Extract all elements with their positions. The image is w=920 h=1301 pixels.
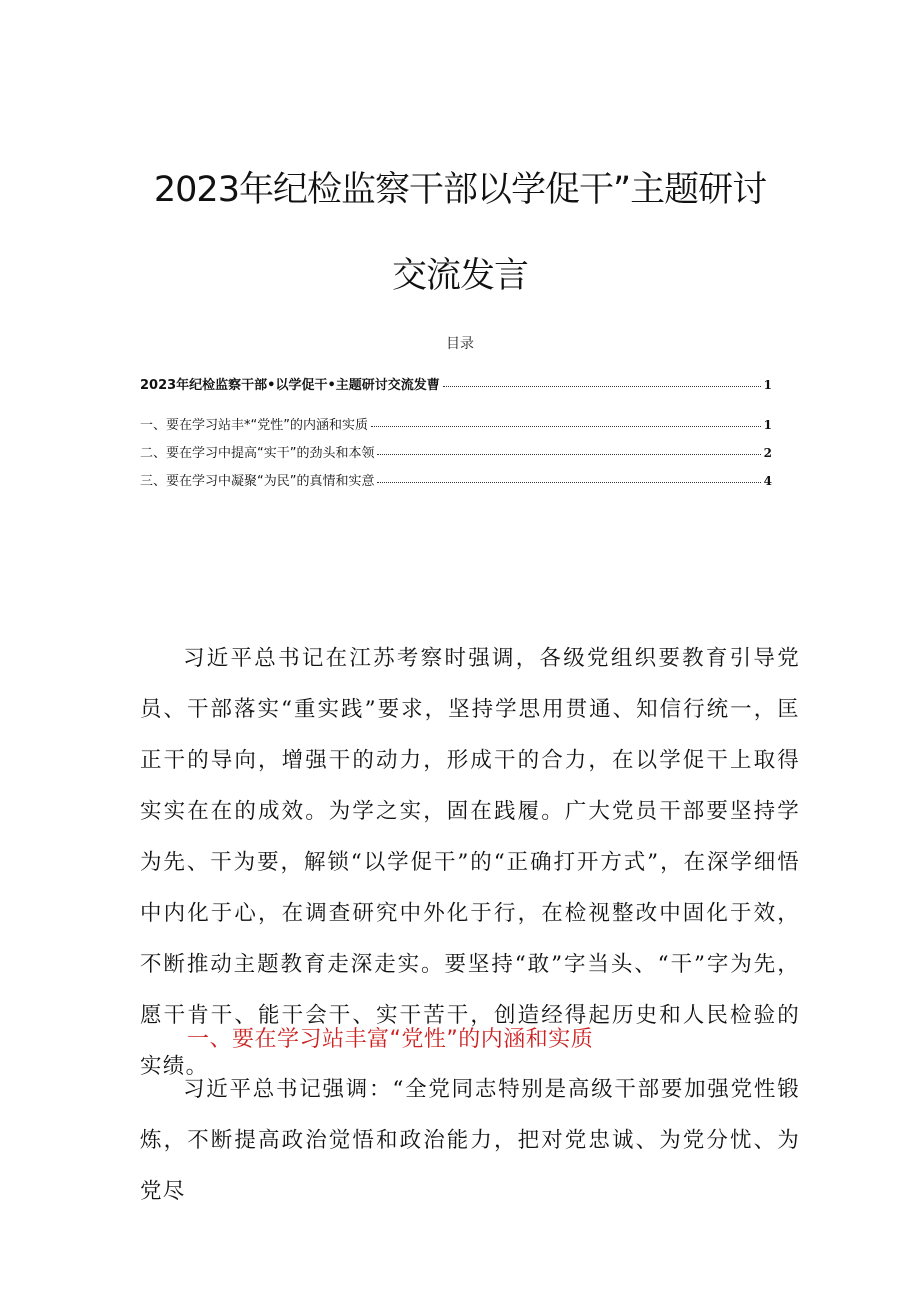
toc-entry[interactable] — [140, 374, 772, 393]
toc-entry-page: 1 — [763, 418, 772, 432]
toc-entry-label: 2023年纪检监察干部•以学促干•主题研讨交流发曹 — [140, 378, 440, 393]
toc-dot-leader — [377, 472, 760, 483]
toc-entry-label: 一、要在学习站丰*“党性”的内涵和实质 — [140, 418, 368, 433]
toc-dot-leader — [377, 444, 760, 455]
toc-dot-leader — [371, 416, 761, 427]
toc-entry[interactable] — [140, 442, 772, 461]
toc-entry-page: 2 — [763, 446, 772, 460]
body-paragraph: 习近平总书记强调：“全党同志特别是高级干部要加强党性锻炼，不断提高政治觉悟和政治能力，把对党忠诚、为党分忧、为党尽 — [140, 1077, 800, 1204]
toc-entry-page: 1 — [763, 378, 772, 392]
toc-entry[interactable] — [140, 470, 772, 489]
document-title-line-1: 2023年纪检监察干部以学促干”主题研讨 — [153, 170, 767, 210]
toc-heading: 目录 — [446, 336, 474, 352]
toc-entry-label: 二、要在学习中提高“实干”的劲头和本领 — [140, 446, 375, 461]
toc-entry-page: 4 — [763, 474, 772, 488]
toc-entry[interactable] — [140, 414, 772, 433]
section-heading: 一、要在学习站丰富“党性”的内涵和实质 — [187, 1027, 594, 1052]
body-paragraph: 习近平总书记在江苏考察时强调，各级党组织要教育引导党员、干部落实“重实践”要求，坚持学思用贯通、知信行统一，匡正干的导向，增强干的动力，形成干的合力，在以学促干上取得实实在在的成效。为学之实，固在践履。广大党员干部要坚持学为先、干为要，解锁“以学促干”的“正确打开方式”，在深学细悟中内化于心，在调查研究中外化于行，在检视整改中固化于效，不断推动主题教育走深走实。要坚持“敢”字当头、“干”字为先，愿干肯干、能干会干、实干苦干，创造经得起历史和人民检验的实绩。 — [140, 646, 800, 1079]
document-title-line-2: 交流发言 — [391, 256, 528, 296]
toc-entry-label: 三、要在学习中凝聚“为民”的真情和实意 — [140, 474, 375, 489]
toc-dot-leader — [443, 376, 761, 387]
